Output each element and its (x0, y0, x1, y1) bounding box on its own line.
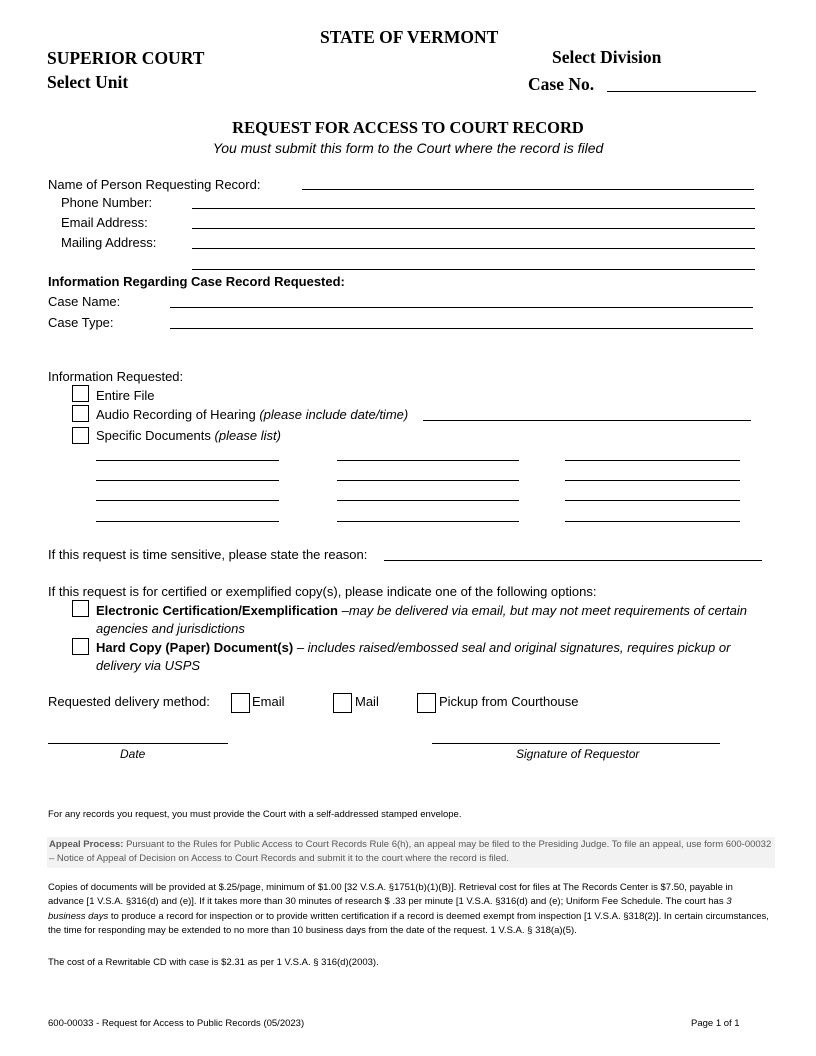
time-sensitive-label: If this request is time sensitive, please state the reason: (48, 547, 368, 562)
audio-datetime-field[interactable] (423, 420, 751, 421)
signature-label: Signature of Requestor (516, 747, 640, 761)
envelope-note: For any records you request, you must provide the Court with a self-addressed stamped envelope. (48, 809, 462, 820)
document-field[interactable] (337, 460, 519, 461)
name-field[interactable] (302, 189, 754, 190)
case-no-label: Case No. (528, 74, 595, 94)
mailing-field-line1[interactable] (192, 248, 755, 249)
copies-text-1: Copies of documents will be provided at $.25/page, minimum of $1.00 [32 V.S.A. §1751(b)(1)(B)]. Retrieval cost for files at The Records Center is $7.50, payable in advance [1 V.S.A. §316(d) and (e)]. If it takes more than 30 minutes of research $ .33 per minute [1 V.S.A. §316(d) and (e); Uniform Fee Schedule. The court has (48, 882, 733, 908)
specific-documents-checkbox[interactable] (72, 427, 89, 444)
document-field[interactable] (565, 460, 740, 461)
electronic-description: –may be delivered via email, but may not meet requirements of certain agencies and jurisdictions (96, 603, 747, 636)
document-field[interactable] (337, 500, 519, 501)
case-name-field[interactable] (170, 307, 753, 308)
delivery-mail-checkbox[interactable] (333, 693, 352, 713)
specific-label-text: Specific Documents (96, 428, 211, 443)
form-subtitle: You must submit this form to the Court where the record is filed (212, 140, 604, 156)
case-type-field[interactable] (170, 328, 753, 329)
info-requested-label: Information Requested: (48, 369, 184, 384)
case-type-label: Case Type: (48, 315, 114, 330)
unit-select[interactable]: Select Unit (47, 72, 129, 92)
court-name: SUPERIOR COURT (47, 48, 205, 68)
hard-copy-checkbox[interactable] (72, 638, 89, 655)
case-info-heading: Information Regarding Case Record Requested: (48, 274, 345, 289)
date-field[interactable] (48, 743, 228, 744)
delivery-pickup-checkbox[interactable] (417, 693, 436, 713)
entire-file-label: Entire File (96, 388, 155, 403)
entire-file-checkbox[interactable] (72, 385, 89, 402)
electronic-certification-checkbox[interactable] (72, 600, 89, 617)
form-title: REQUEST FOR ACCESS TO COURT RECORD (232, 118, 584, 137)
mailing-field-line2[interactable] (192, 269, 755, 270)
audio-label-text: Audio Recording of Hearing (96, 407, 256, 422)
case-no-field[interactable] (607, 91, 756, 92)
document-field[interactable] (96, 521, 279, 522)
mailing-label: Mailing Address: (61, 235, 157, 250)
document-field[interactable] (565, 521, 740, 522)
name-label: Name of Person Requesting Record: (48, 177, 261, 192)
copies-fee-note (48, 881, 770, 938)
date-label: Date (120, 747, 146, 761)
electronic-title: Electronic Certification/Exemplification (96, 603, 338, 618)
appeal-text: Pursuant to the Rules for Public Access to Court Records Rule 6(h), an appeal may be filed to the Presiding Judge. To file an appeal, use form 600-00032 – Notice of Appeal of Decision on Access to Court Records and submit it to the court where the record is filed. (49, 839, 772, 865)
phone-field[interactable] (192, 208, 755, 209)
document-field[interactable] (565, 500, 740, 501)
document-field[interactable] (96, 460, 279, 461)
specific-documents-label (96, 428, 281, 443)
phone-label: Phone Number: (61, 195, 153, 210)
case-name-label: Case Name: (48, 294, 121, 309)
document-field[interactable] (337, 480, 519, 481)
copies-italic: 3 business days (48, 896, 732, 922)
hard-copy-label (96, 639, 766, 675)
signature-field[interactable] (432, 743, 720, 744)
state-heading: STATE OF VERMONT (320, 27, 499, 47)
delivery-label: Requested delivery method: (48, 694, 210, 709)
hard-copy-title: Hard Copy (Paper) Document(s) (96, 640, 294, 655)
delivery-pickup-label: Pickup from Courthouse (439, 694, 579, 709)
document-field[interactable] (96, 500, 279, 501)
cd-cost-note: The cost of a Rewritable CD with case is $2.31 as per 1 V.S.A. § 316(d)(2003). (48, 957, 379, 968)
certified-label: If this request is for certified or exemplified copy(s), please indicate one of the following options: (48, 584, 597, 599)
specific-note: (please list) (214, 428, 281, 443)
page-number: Page 1 of 1 (691, 1018, 740, 1029)
document-field[interactable] (565, 480, 740, 481)
electronic-certification-label (96, 602, 771, 638)
delivery-email-checkbox[interactable] (231, 693, 250, 713)
appeal-process-note (47, 837, 775, 868)
hard-copy-description: – includes raised/embossed seal and original signatures, requires pickup or delivery via USPS (96, 640, 731, 673)
document-field[interactable] (337, 521, 519, 522)
email-label: Email Address: (61, 215, 148, 230)
appeal-title: Appeal Process: (49, 839, 124, 850)
email-field[interactable] (192, 228, 755, 229)
audio-recording-label (96, 407, 408, 422)
delivery-email-label: Email (252, 694, 285, 709)
audio-note: (please include date/time) (259, 407, 409, 422)
time-sensitive-field[interactable] (384, 560, 762, 561)
delivery-mail-label: Mail (355, 694, 379, 709)
document-field[interactable] (96, 480, 279, 481)
copies-text-2: to produce a record for inspection or to provide written certification if a record is deemed exempt from inspection [1 V.S.A. §318(2)]. In certain circumstances, the time for responding may be extended to no more than 10 business days from the date of the request. 1 V.S.A. § 318(a)(5). (48, 910, 769, 936)
audio-recording-checkbox[interactable] (72, 405, 89, 422)
division-select[interactable]: Select Division (552, 47, 662, 67)
form-id-footer: 600-00033 - Request for Access to Public Records (05/2023) (48, 1018, 305, 1029)
